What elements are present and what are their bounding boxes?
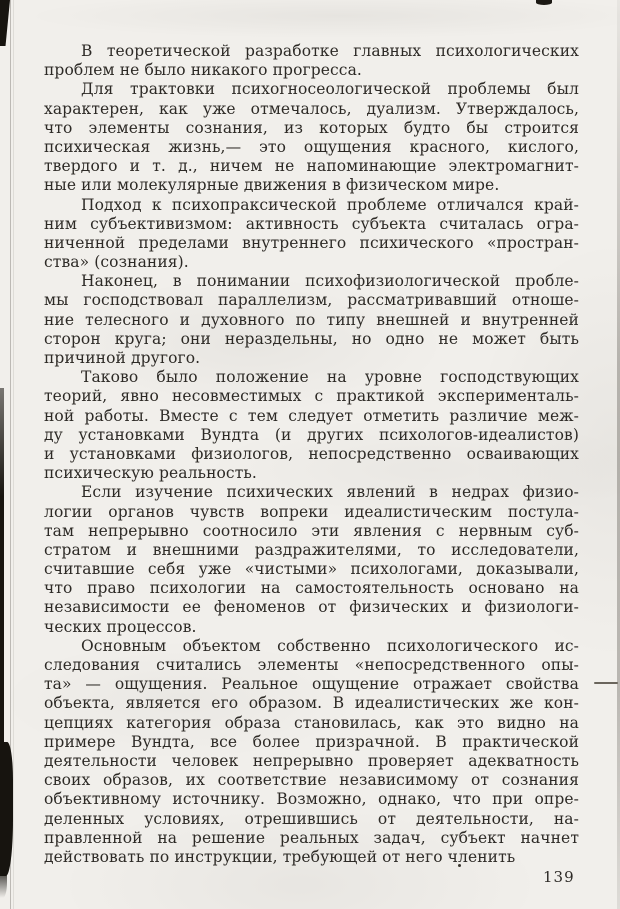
text-line: ние телесного и духовного по типу внешней и внутренней <box>44 310 579 329</box>
text-line: ним субъективизмом: активность субъекта считалась огра- <box>44 214 579 233</box>
paragraph <box>44 42 579 80</box>
paragraph <box>44 368 579 483</box>
text-line: что элементы сознания, из которых будто бы строится <box>44 118 579 137</box>
scan-edge-blob-fade <box>0 872 7 898</box>
text-line: характерен, как уже отмечалось, дуализм. Утверждалось, <box>44 99 579 118</box>
text-line: правленной на решение реальных задач, субъект начнет <box>44 828 579 847</box>
text-line: Для трактовки психогносеологической проблемы был <box>81 80 579 99</box>
text-line: психическая жизнь,— это ощущения красного, кислого, <box>44 137 579 156</box>
text-line: цепциях категория образа становилась, как это видно на <box>44 713 579 732</box>
paragraph <box>44 272 579 368</box>
text-line: твердого и т. д., ничем не напоминающие электромагнит- <box>44 157 579 176</box>
scan-edge-blob-bottom-left <box>0 742 13 876</box>
text-line: своих образов, их соответствие независимому от сознания <box>44 771 579 790</box>
text-line: теорий, явно несовместимых с практикой эксперименталь- <box>44 387 579 406</box>
text-line: Подход к психопраксической проблеме отличался край- <box>81 195 579 214</box>
text-line: Таково было положение на уровне господствующих <box>81 368 579 387</box>
text-line: примере Вундта, все более призрачной. В практической <box>44 732 579 751</box>
text-line: сторон круга; они нераздельны, но одно не может быть <box>44 329 579 348</box>
text-line: та» — ощущения. Реальное ощущение отражает свойства <box>44 675 579 694</box>
text-block <box>44 42 579 867</box>
page-number: 139 <box>543 868 575 886</box>
scan-edge-shadow-left <box>0 388 4 750</box>
text-line: Основным объектом собственно психологического ис- <box>81 636 579 655</box>
text-line: действовать по инструкции, требующей от него членить <box>44 847 516 866</box>
text-line: следования считались элементы «непосредственного опы- <box>44 656 579 674</box>
paragraph <box>44 483 579 637</box>
text-line: проблем не было никакого прогресса. <box>44 61 362 80</box>
text-line: там непрерывно соотносило эти явления с нервным суб- <box>44 521 579 540</box>
text-line: что право психологии на самостоятельность основано на <box>44 579 579 598</box>
text-line: мы господствовал параллелизм, рассматривавший отноше- <box>44 291 579 310</box>
text-line: Наконец, в понимании психофизиологической пробле- <box>81 272 579 291</box>
text-line: и установками физиологов, непосредственно осваивающих <box>44 444 579 463</box>
scan-gutter-line-faint <box>13 0 14 909</box>
text-line: Если изучение психических явлений в недрах физио- <box>81 483 579 502</box>
text-line: ства» (сознания). <box>44 253 189 272</box>
text-line: логии органов чувств вопреки идеалистическим постула- <box>44 502 579 521</box>
text-line: ческих процессов. <box>44 617 197 636</box>
text-line: ниченной пределами внутреннего психического «простран- <box>44 233 579 252</box>
text-line: В теоретической разработке главных психологических <box>81 42 579 60</box>
text-line: считавшие себя уже «чистыми» психологами, доказывали, <box>44 560 579 579</box>
text-line: психическую реальность. <box>44 464 257 483</box>
text-line: ные или молекулярные движения в физическом мире. <box>44 176 500 195</box>
scan-mark-top-right <box>536 0 552 5</box>
text-line: объекта, является его образом. В идеалистических же кон- <box>44 694 579 713</box>
text-line: стратом и внешними раздражителями, то исследователи, <box>44 540 579 559</box>
paragraph <box>44 196 579 273</box>
text-line: деленных условиях, отрешившись от деятельности, на- <box>44 809 579 828</box>
paragraph <box>44 637 579 867</box>
paragraph <box>44 80 579 195</box>
text-line: независимости ее феноменов от физических и физиологи- <box>44 598 579 617</box>
text-line: объективному источнику. Возможно, однако, что при опре- <box>44 790 579 809</box>
text-line: причиной другого. <box>44 349 201 367</box>
text-line: ной работы. Вместе с тем следует отметить различие меж- <box>44 406 579 425</box>
text-line: деятельности человек непрерывно проверяет адекватность <box>44 751 579 770</box>
scan-scratch-right-margin <box>594 682 618 684</box>
scan-corner-shadow-top-left <box>0 0 10 46</box>
text-line: ду установками Вундта (и других психологов-идеалистов) <box>44 425 579 444</box>
